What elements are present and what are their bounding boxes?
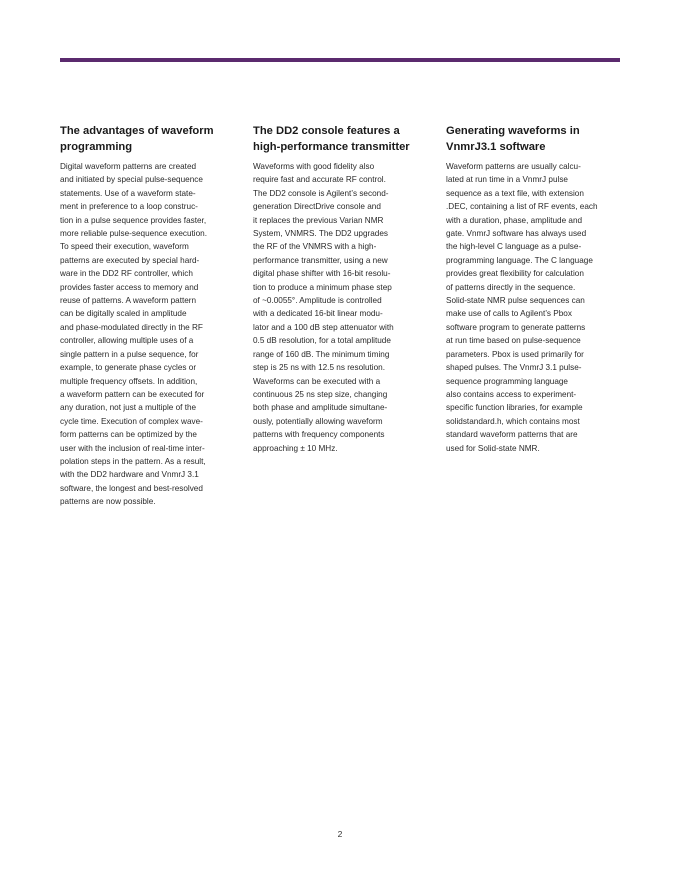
column-waveform-programming xyxy=(60,123,240,509)
column-heading: The advantages of waveform programming xyxy=(60,125,214,153)
column-body: Digital waveform patterns are created and initiated by special pulse-sequence statements. Use of a waveform state- ment in preference to a loop construc- tion in a pulse sequence provides faster, more reliable pulse-sequence execution. To speed their execution, waveform patterns are executed by special hard- ware in the DD2 RF controller, which provides faster access to memory and reuse of patterns. A waveform pattern can be digitally scaled in amplitude and phase-modulated directly in the RF controller, allowing multiple uses of a single pattern in a pulse sequence, for example, to generate phase cycles or multiple frequency offsets. In addition, a waveform pattern can be executed for any duration, not just a multiple of the cycle time. Execution of complex wave- form patterns can be optimized by the user with the inclusion of real-time inter- polation steps in the pattern. As a result, with the DD2 hardware and VnmrJ 3.1 software, the longest and best-resolved patterns are now possible. xyxy=(60,162,208,507)
column-dd2-console xyxy=(253,123,433,509)
column-heading: Generating waveforms in VnmrJ3.1 software xyxy=(446,125,580,153)
article-columns xyxy=(60,123,640,509)
column-body: Waveform patterns are usually calcu- lated at run time in a VnmrJ pulse sequence as a text file, with extension .DEC, containing a list of RF events, each with a duration, phase, amplitude and gate. VnmrJ software has always used the high-level C language as a pulse- programming language. The C language provides great flexibility for calculation of patterns directly in the sequence. Solid-state NMR pulse sequences can make use of calls to Agilent’s Pbox software program to generate patterns at run time based on pulse-sequence parameters. Pbox is used primarily for shaped pulses. The VnmrJ 3.1 pulse- sequence programming language also contains access to experiment- specific function libraries, for example solidstandard.h, which contains most standard waveform patterns that are used for Solid-state NMR. xyxy=(446,162,598,453)
column-body: Waveforms with good fidelity also require fast and accurate RF control. The DD2 console is Agilent’s second- generation DirectDrive console and it replaces the previous Varian NMR System, VNMRS. The DD2 upgrades the RF of the VNMRS with a high- performance transmitter, using a new digital phase shifter with 16-bit resolu- tion to produce a minimum phase step of ~0.0055°. Amplitude is controlled with a dedicated 16-bit linear modu- lator and a 100 dB step attenuator with 0.5 dB resolution, for a total amplitude range of 160 dB. The minimum timing step is 25 ns with 12.5 ns resolution. Waveforms can be executed with a continuous 25 ns step size, changing both phase and amplitude simultane- ously, potentially allowing waveform patterns with frequency components approaching ± 10 MHz. xyxy=(253,162,394,453)
column-heading: The DD2 console features a high-performance transmitter xyxy=(253,125,410,153)
column-generating-waveforms xyxy=(446,123,626,509)
page-number: 2 xyxy=(337,829,343,839)
header-rule xyxy=(60,58,620,62)
